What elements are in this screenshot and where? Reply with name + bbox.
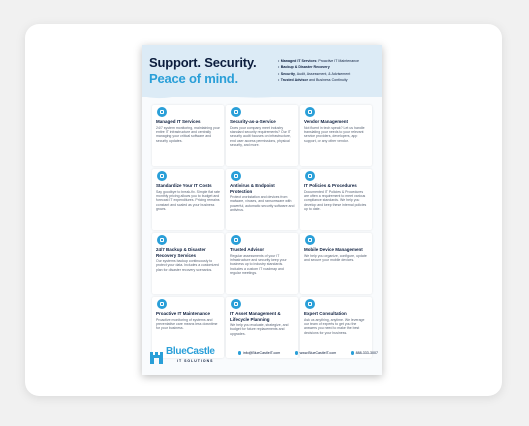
clipboard-icon <box>305 171 315 181</box>
service-title: Antivirus & Endpoint Protection <box>230 183 275 194</box>
service-title: Vendor Management <box>304 119 349 124</box>
service-desc: We help you evaluate, strategize, and budget for future replacements and upgrades. <box>230 323 289 336</box>
email-icon <box>238 351 241 354</box>
service-desc: Ask us anything, anytime. We leverage our team of experts to get you the answers you need to make the best decisions for your business. <box>304 317 365 335</box>
bug-icon <box>231 171 241 181</box>
header-bullet: • Trusted Advisor and Business Continuity <box>278 77 380 83</box>
service-tile <box>226 233 298 294</box>
header-bullet-list <box>278 58 380 83</box>
service-desc: Proactive monitoring of systems and preventative care means less downtime for your business. <box>156 317 218 331</box>
brand-logo-text: BlueCastle <box>166 346 215 357</box>
header-wave <box>142 89 382 103</box>
service-tile <box>152 169 224 230</box>
shield-icon <box>231 107 241 117</box>
service-desc: Not fluent in tech speak? Let us handle translating your needs to your relevant service providers, developers, app support, or any other vendor. <box>304 125 365 143</box>
headline-line1: Support. Security. <box>149 55 257 70</box>
service-desc: 24/7 system monitoring, maintaining your entire IT infrastructure and centrally managing your critical software and security updates. <box>156 125 220 143</box>
wrench-icon <box>157 299 167 309</box>
dollar-icon <box>157 171 167 181</box>
phone-icon <box>351 351 354 354</box>
service-tile <box>300 297 372 358</box>
service-desc: Our systems backup continuously to protect your data. Includes a customized plan for disaster recovery scenarios. <box>156 259 219 272</box>
service-desc: Regular assessments of your IT infrastructure and security keep your business up to industry standards. Includes a custom IT roadmap and regular meetings. <box>230 253 287 276</box>
phone-icon <box>305 235 315 245</box>
flyer-page <box>142 45 382 375</box>
service-title: Trusted Advisor <box>230 247 265 252</box>
service-tile <box>152 105 224 166</box>
header-bullet: • Backup & Disaster Recovery <box>278 64 380 70</box>
service-tile <box>300 233 372 294</box>
handshake-icon <box>305 107 315 117</box>
services-grid <box>152 105 372 358</box>
cloud-icon <box>157 235 167 245</box>
service-title: 24/7 Backup & Disaster Recovery Services <box>156 247 206 258</box>
service-desc: Protect workstation and devices from malware, viruses, and ransomware with powerful, automatic security software and antivirus. <box>230 195 295 213</box>
website-contact[interactable]: www.BlueCastleIT.com <box>295 351 336 355</box>
service-desc: We help you organize, configure, update and secure your mobile devices. <box>304 253 367 262</box>
service-title: IT Policies & Procedures <box>304 183 357 188</box>
service-title: Security-as-a-Service <box>230 119 276 124</box>
service-title: Standardize Your IT Costs <box>156 183 212 188</box>
service-title: Managed IT Services <box>156 119 201 124</box>
service-tile <box>226 169 298 230</box>
chat-icon <box>305 299 315 309</box>
header-bullet: • Security, Audit, Assessment, & Advisement <box>278 71 380 77</box>
service-tile <box>226 105 298 166</box>
phone-contact[interactable]: 888-333-3007 <box>351 351 378 355</box>
service-tile <box>152 233 224 294</box>
service-title: Expert Consultation <box>304 311 347 316</box>
service-tile <box>300 105 372 166</box>
person-icon <box>231 235 241 245</box>
service-title: IT Asset Management & Lifecycle Planning <box>230 311 281 322</box>
service-desc: Does your company meet industry standard security requirements? Our IT security audit focuses on infrastructure, end user access permissions, physical security, and more. <box>230 125 291 148</box>
email-contact[interactable]: info@BlueCastleIT.com <box>238 351 280 355</box>
service-title: Proactive IT Maintenance <box>156 311 211 316</box>
gear-icon <box>157 107 167 117</box>
header-bullet: • Managed IT Services: Proactive IT Maintenance <box>278 58 380 64</box>
brand-tagline: IT SOLUTIONS <box>177 359 214 363</box>
footer-contacts <box>238 351 378 355</box>
service-tile <box>226 297 298 358</box>
service-desc: Say goodbye to break-fix. Simple flat rate monthly pricing allows you to budget and forecast IT expenditures. Pricing remains constant and scaled as your business grows. <box>156 189 221 212</box>
service-tile <box>300 169 372 230</box>
service-title: Mobile Device Management <box>304 247 363 252</box>
service-desc: Documented IT Policies & Procedures are often a requirement to meet various compliance standards. We help you develop and keep these internal policies up to date. <box>304 189 367 212</box>
globe-icon <box>295 351 298 354</box>
laptop-icon <box>231 299 241 309</box>
headline-line2: Peace of mind. <box>149 71 238 86</box>
